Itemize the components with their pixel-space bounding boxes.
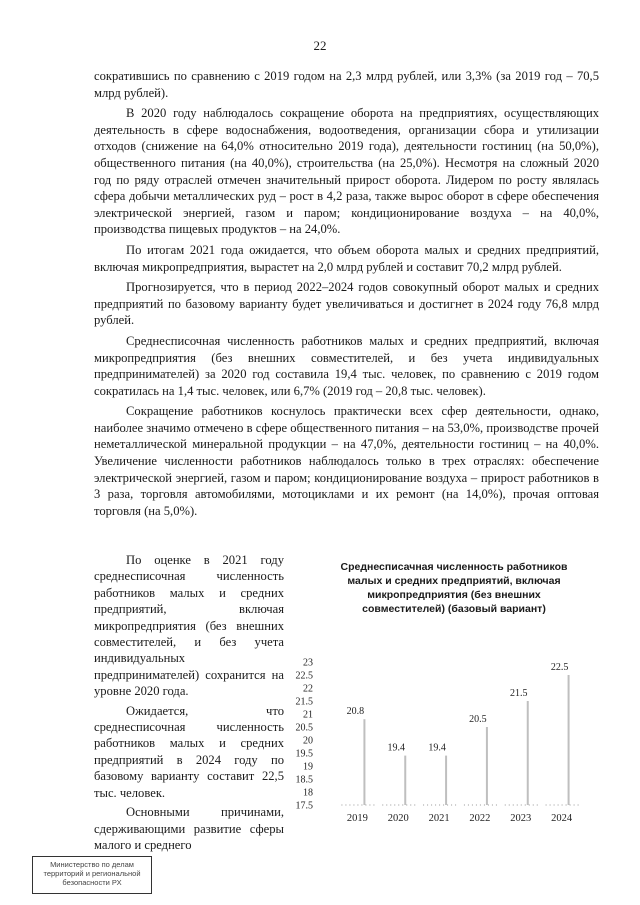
paragraph: сократившись по сравнению с 2019 годом на 2,3 млрд рублей, или 3,3% (за 2019 год – 70,5 млрд рублей). bbox=[94, 69, 599, 100]
paragraph: Среднесписочная численность работников малых и средних предприятий, включая микропредприятия (без внешних совместителей, и без учета индивидуальных предпринимателей) за 2020 год составила 19,4 тыс. человек, по сравнению с 2019 годом сократилась на 1,4 тыс. человек, или 6,7% (2019 год – 20,8 тыс. человек). bbox=[94, 333, 599, 398]
y-tick-label: 22 bbox=[303, 683, 313, 695]
x-tick-label: 2023 bbox=[510, 813, 532, 824]
y-tick-label: 20 bbox=[303, 735, 313, 747]
y-tick-label: 21 bbox=[303, 709, 313, 721]
ministry-stamp: Министерство по делам территорий и региональной безопасности РХ bbox=[32, 856, 152, 894]
y-tick-label: 18.5 bbox=[295, 774, 313, 786]
bar-value-label: 20.8 bbox=[346, 706, 365, 718]
paragraph: В 2020 году наблюдалось сокращение оборота на предприятиях, осуществляющих деятельность в сфере водоснабжения, водоотведения, организации сбора и утилизации отходов (снижение на 64,0% относительно 2019 года), деятельности гостиниц (на 50,0%), общественного питания (на 40,0%), строительства (на 25,0%). Несмотря на сложный 2020 год по ряду отраслей отмечен значительный прирост оборота. Лидером по росту являлась сфера добычи металлических руд – рост в 4,2 раза, также вырос оборот в сфере обеспечения электрической энергией, газом и паром; кондиционирование воздуха – на 40,0%, производства пищевых продуктов – на 24,0%. bbox=[94, 106, 599, 237]
y-tick-label: 20.5 bbox=[295, 722, 313, 734]
y-tick-label: 23 bbox=[303, 657, 313, 669]
y-tick-label: 18 bbox=[303, 787, 313, 799]
page-number: 22 bbox=[313, 38, 327, 53]
paragraph: Сокращение работников коснулось практически всех сфер деятельности, однако, наиболее значимо отмечено в сфере общественного питания – на 53,0%, производстве прочей неметаллической минеральной продукции – на 47,0%, деятельности гостиниц – на 40,0%. Увеличение численности работников наблюдалось только в трех отраслях: обеспечение электрической энергией, газом и паром; кондиционирование воздуха – прирост работников в 3 раза, торговля автомобилями, мотоциклами и их ремонт (на 14,0%), прочая оптовая торговля (на 5,0%). bbox=[94, 404, 599, 518]
paragraph: Ожидается, что среднесписочная численность работников малых и средних предприятий в 2024 году по базовому варианту составит 22,5 тыс. человек. bbox=[94, 703, 284, 800]
x-tick-label: 2022 bbox=[469, 813, 491, 824]
paragraph: Основными причинами, сдерживающими развитие сферы малого и среднего bbox=[94, 805, 284, 852]
x-tick-label: 2020 bbox=[387, 813, 409, 824]
bar bbox=[445, 756, 447, 805]
paragraph: По итогам 2021 года ожидается, что объем оборота малых и средних предприятий, включая микропредприятия, вырастет на 2,0 млрд рублей и составит 70,2 млрд рублей. bbox=[94, 242, 599, 274]
y-tick-label: 22.5 bbox=[295, 670, 313, 682]
x-tick-label: 2019 bbox=[346, 813, 368, 824]
bar-value-label: 19.4 bbox=[387, 742, 405, 754]
paragraph: По оценке в 2021 году среднесписочная численность работников малых и средних предприятий, включая микропредприятия (без внешних совместителей, и без учета индивидуальных предпринимателей) сохранится на уровне 2020 года. bbox=[94, 553, 284, 699]
y-tick-label: 19 bbox=[303, 761, 313, 773]
bar-value-label: 21.5 bbox=[510, 688, 528, 699]
bar-value-label: 19.4 bbox=[428, 742, 446, 754]
bar-value-label: 22.5 bbox=[550, 662, 569, 673]
chart-title: Среднесписачная численность работников малых и средних предприятий, включая микропредприятия (без внешних совместителей) (базовый вариант) bbox=[340, 561, 568, 615]
bar bbox=[568, 675, 570, 805]
y-tick-label: 19.5 bbox=[295, 748, 313, 760]
bar bbox=[363, 719, 365, 805]
bar-value-label: 20.5 bbox=[469, 714, 487, 725]
paragraph: Прогнозируется, что в период 2022–2024 годов совокупный оборот малых и средних предприятий по базовому варианту будет увеличиваться и достигнет в 2024 году 76,8 млрд рублей. bbox=[94, 280, 599, 328]
left-column bbox=[94, 552, 284, 856]
bar bbox=[527, 701, 529, 805]
x-tick-label: 2021 bbox=[428, 813, 450, 824]
bar bbox=[486, 727, 488, 805]
x-tick-label: 2024 bbox=[551, 813, 573, 824]
y-tick-label: 17.5 bbox=[295, 800, 313, 812]
employment-chart bbox=[295, 552, 599, 842]
y-tick-label: 21.5 bbox=[295, 696, 313, 708]
bar bbox=[404, 756, 406, 805]
main-text bbox=[94, 68, 599, 523]
